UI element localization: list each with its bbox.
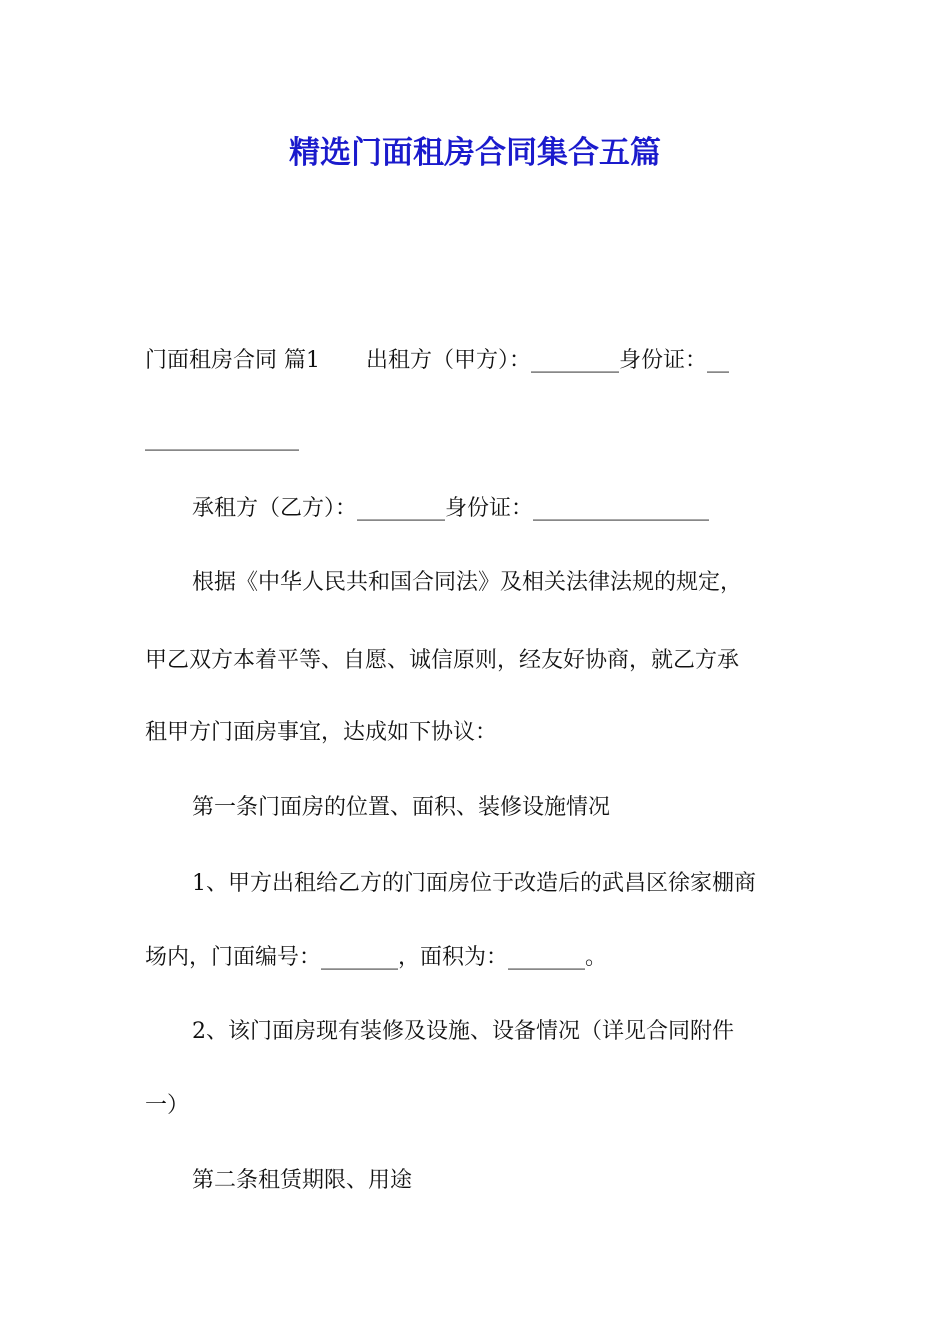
body-paragraph: 1、甲方出租给乙方的门面房位于改造后的武昌区徐家棚商 <box>192 871 756 896</box>
contract-section-label: 门面租房合同 篇1 <box>145 348 320 373</box>
body-paragraph: 根据《中华人民共和国合同法》及相关法律法规的规定， <box>192 570 743 595</box>
lessor-field: 出租方（甲方）：________身份证：__ <box>366 348 730 373</box>
body-paragraph: 甲乙双方本着平等、自愿、诚信原则，经友好协商，就乙方承 <box>145 648 740 673</box>
body-paragraph: 场内，门面编号：_______，面积为：_______。 <box>145 945 608 970</box>
body-paragraph: 一） <box>145 1093 190 1118</box>
document-title: 精选门面租房合同集合五篇 <box>289 135 661 171</box>
body-paragraph: 租甲方门面房事宜，达成如下协议： <box>145 720 498 745</box>
lessor-id-continuation: ______________ <box>145 426 299 451</box>
article-heading: 第二条租赁期限、用途 <box>192 1168 413 1193</box>
body-paragraph: 2、该门面房现有装修及设施、设备情况（详见合同附件 <box>192 1019 734 1044</box>
article-heading: 第一条门面房的位置、面积、装修设施情况 <box>192 795 611 820</box>
contract-heading-line <box>145 346 729 376</box>
lessee-field: 承租方（乙方）：________身份证：________________ <box>192 496 710 521</box>
